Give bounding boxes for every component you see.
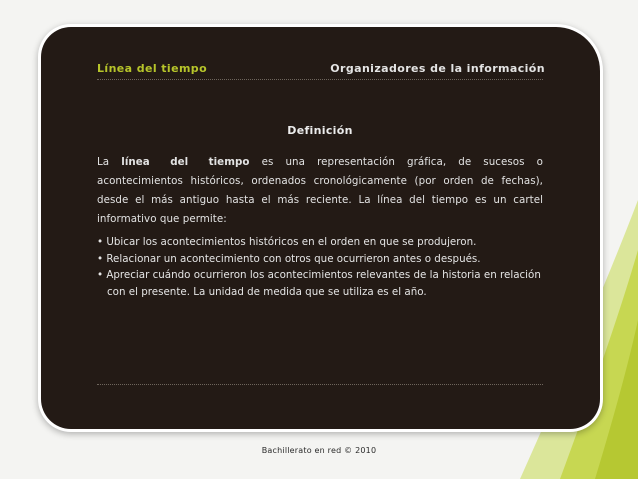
header-divider <box>97 79 543 80</box>
footer-divider <box>97 384 543 385</box>
paragraph-bold-term: línea del tiempo <box>121 156 250 168</box>
footer-copyright: Bachillerato en red © 2010 <box>261 446 377 455</box>
header-section-label: Organizadores de la información <box>330 62 545 75</box>
header-title: Línea del tiempo <box>97 62 208 75</box>
section-heading: Definición <box>287 124 353 137</box>
definition-paragraph <box>97 153 543 229</box>
paragraph-start: La <box>97 156 110 168</box>
list-item: • Relacionar un acontecimiento con otros que ocurrieron antes o después. <box>97 252 481 265</box>
purpose-list <box>97 234 543 300</box>
list-item: • Apreciar cuándo ocurrieron los acontecimientos relevantes de la historia en relación con el presente. La unidad de medida que se utiliza es el año. <box>97 269 541 298</box>
paragraph-rest: es una representación gráfica, de sucesos o acontecimientos históricos, ordenados cronológicamente (por orden de fechas), desde el más antiguo hasta el más reciente. La línea del tiempo es un cartel informativo que permite: <box>97 156 543 225</box>
list-item: • Ubicar los acontecimientos históricos en el orden en que se produjeron. <box>97 236 477 248</box>
